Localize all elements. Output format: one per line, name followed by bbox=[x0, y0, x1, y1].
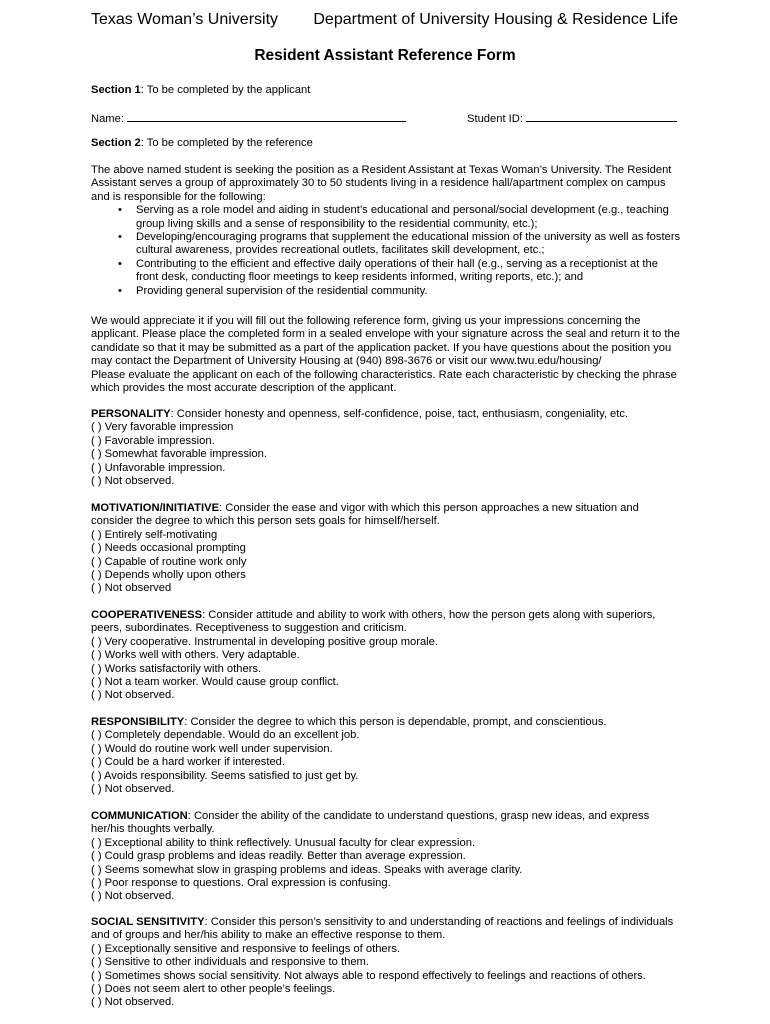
category-name: PERSONALITY bbox=[91, 408, 171, 420]
rating-option[interactable]: ( ) Favorable impression. bbox=[91, 434, 215, 447]
student-id-label: Student ID: bbox=[467, 113, 523, 125]
page-header bbox=[91, 11, 678, 33]
category-motivation: MOTIVATION/INITIATIVE: Consider the ease and vigor with which this person approaches a new situation and consider the degree to which this person sets goals for himself/herself. ( ) Entirely self-motivating ( ) Needs occasional prompting ( ) Capable of routine work only ( ) Depends wholly upon others ( ) Not observed bbox=[91, 502, 683, 596]
name-field-row bbox=[91, 111, 406, 126]
category-cooperativeness: COOPERATIVENESS: Consider attitude and ability to work with others, how the person gets along with superiors, peers, subordinates. Receptiveness to suggestion and criticism. ( ) Very cooperative. Instrumental in developing positive group morale. ( ) Works well with others. Very adaptable. ( ) Works satisfactorily with others. ( ) Not a team worker. Would cause group conflict. ( ) Not observed. bbox=[91, 609, 683, 703]
rating-option[interactable]: ( ) Unfavorable impression. bbox=[91, 461, 226, 474]
intro-paragraph: The above named student is seeking the position as a Resident Assistant at Texas Woman’s University. The Resident Assistant serves a group of approximately 30 to 50 students living in a residence hall/apartment complex on campus and is responsible for the following: bbox=[91, 164, 672, 203]
rating-option[interactable]: ( ) Very favorable impression bbox=[91, 421, 234, 434]
rating-option[interactable]: ( ) Avoids responsibility. Seems satisfied to just get by. bbox=[91, 769, 359, 782]
university-name: Texas Woman’s University bbox=[91, 11, 279, 28]
rating-option[interactable]: ( ) Entirely self-motivating bbox=[91, 528, 218, 541]
rating-option[interactable]: ( ) Poor response to questions. Oral expression is confusing. bbox=[91, 877, 391, 890]
rating-option[interactable]: ( ) Could be a hard worker if interested. bbox=[91, 756, 286, 769]
category-personality: PERSONALITY: Consider honesty and openness, self-confidence, poise, tact, enthusiasm, congeniality, etc. ( ) Very favorable impression ( ) Favorable impression. ( ) Somewhat favorable impression. ( ) Unfavorable impression. ( ) Not observed. bbox=[91, 408, 683, 488]
duty-item: • Contributing to the efficient and effective daily operations of their hall (e.g., serving as a receptionist at the front desk, conducting floor meetings to keep residents informed, writing reports, etc.); and bbox=[91, 258, 683, 285]
section-2-heading: Section 2: To be completed by the reference bbox=[91, 137, 313, 149]
category-social-sensitivity: SOCIAL SENSITIVITY: Consider this person’s sensitivity to and understanding of reactions and feelings of individuals and of groups and her/his ability to make an effective response to them. ( ) Exceptionally sensitive and responsive to feelings of others. ( ) Sensitive to other individuals and responsive to them. ( ) Sometimes shows social sensitivity. Not always able to respond effectively to feelings and reactions of others. ( ) Does not seem alert to other people’s feelings. ( ) Not observed. bbox=[91, 916, 683, 1010]
category-name: RESPONSIBILITY bbox=[91, 716, 185, 728]
rating-option[interactable]: ( ) Not a team worker. Would cause group conflict. bbox=[91, 676, 339, 689]
rating-option[interactable]: ( ) Capable of routine work only bbox=[91, 555, 247, 568]
rating-option[interactable]: ( ) Depends wholly upon others bbox=[91, 569, 246, 582]
rating-option[interactable]: ( ) Not observed. bbox=[91, 689, 175, 702]
rating-option[interactable]: ( ) Exceptional ability to think reflectively. Unusual faculty for clear expression. bbox=[91, 836, 476, 849]
name-input-line[interactable] bbox=[127, 111, 406, 122]
rating-option[interactable]: ( ) Sensitive to other individuals and responsive to them. bbox=[91, 956, 369, 969]
rating-option[interactable]: ( ) Not observed. bbox=[91, 475, 175, 488]
rating-option[interactable]: ( ) Seems somewhat slow in grasping problems and ideas. Speaks with average clarity. bbox=[91, 863, 523, 876]
section-1-heading: Section 1: To be completed by the applicant bbox=[91, 84, 311, 96]
student-id-input-line[interactable] bbox=[526, 111, 677, 122]
instructions-paragraph: We would appreciate it if you will fill out the following reference form, giving us your impressions concerning the applicant. Please place the completed form in a sealed envelope with your signature across the seal and return it to the candidate so that it may be submitted as a part of the application packet. If you have questions about the position you may contact the Department of University Housing at (940) 898-3676 or visit our www.twu.edu/housing/ bbox=[91, 315, 680, 368]
rating-option[interactable]: ( ) Not observed. bbox=[91, 890, 175, 903]
rating-option[interactable]: ( ) Could grasp problems and ideas readily. Better than average expression. bbox=[91, 850, 466, 863]
evaluation-instructions: Please evaluate the applicant on each of the following characteristics. Rate each characteristic by checking the phrase which provides the most accurate description of the applicant. bbox=[91, 368, 677, 395]
category-communication: COMMUNICATION: Consider the ability of the candidate to understand questions, grasp new ideas, and express her/his thoughts verbally. ( ) Exceptional ability to think reflectively. Unusual faculty for clear expression. ( ) Could grasp problems and ideas readily. Better than average expression. ( ) Seems somewhat slow in grasping problems and ideas. Speaks with average clarity. ( ) Poor response to questions. Oral expression is confusing. ( ) Not observed. bbox=[91, 810, 683, 904]
category-name: SOCIAL SENSITIVITY bbox=[91, 916, 205, 928]
form-title: Resident Assistant Reference Form bbox=[254, 47, 516, 64]
rating-option[interactable]: ( ) Needs occasional prompting bbox=[91, 542, 246, 555]
rating-option[interactable]: ( ) Not observed. bbox=[91, 996, 175, 1009]
rating-option[interactable]: ( ) Not observed bbox=[91, 582, 172, 595]
rating-option[interactable]: ( ) Completely dependable. Would do an excellent job. bbox=[91, 729, 360, 742]
student-id-row bbox=[467, 111, 677, 126]
duty-item: • Developing/encouraging programs that supplement the educational mission of the university as well as fosters cultural awareness, provides recreational outlets, facilitates skill development, etc.; bbox=[91, 231, 683, 258]
rating-option[interactable]: ( ) Exceptionally sensitive and responsive to feelings of others. bbox=[91, 942, 401, 955]
intro-block bbox=[91, 164, 683, 298]
category-name: MOTIVATION/INITIATIVE bbox=[91, 502, 220, 514]
category-name: COMMUNICATION bbox=[91, 810, 188, 822]
instructions-block bbox=[91, 315, 683, 395]
category-name: COOPERATIVENESS bbox=[91, 609, 203, 621]
rating-option[interactable]: ( ) Not observed. bbox=[91, 783, 175, 796]
rating-option[interactable]: ( ) Would do routine work well under supervision. bbox=[91, 742, 333, 755]
rating-option[interactable]: ( ) Works satisfactorily with others. bbox=[91, 662, 262, 675]
duties-list bbox=[91, 204, 683, 298]
rating-option[interactable]: ( ) Very cooperative. Instrumental in developing positive group morale. bbox=[91, 635, 438, 648]
duty-item: • Serving as a role model and aiding in student’s educational and personal/social development (e.g., teaching group living skills and a sense of responsibility to the residential community, etc.); bbox=[91, 204, 683, 231]
duty-item: • Providing general supervision of the residential community. bbox=[91, 285, 683, 298]
rating-option[interactable]: ( ) Works well with others. Very adaptable. bbox=[91, 649, 300, 662]
department-name: Department of University Housing & Residence Life bbox=[313, 11, 678, 28]
name-label: Name: bbox=[91, 113, 124, 125]
rating-option[interactable]: ( ) Somewhat favorable impression. bbox=[91, 448, 267, 461]
category-responsibility: RESPONSIBILITY: Consider the degree to which this person is dependable, prompt, and conscientious. ( ) Completely dependable. Would do an excellent job. ( ) Would do routine work well under supervision. ( ) Could be a hard worker if interested. ( ) Avoids responsibility. Seems satisfied to just get by. ( ) Not observed. bbox=[91, 716, 683, 796]
rating-option[interactable]: ( ) Sometimes shows social sensitivity. Not always able to respond effectively to feelings and reactions of others. bbox=[91, 969, 646, 982]
rating-option[interactable]: ( ) Does not seem alert to other people’s feelings. bbox=[91, 983, 336, 996]
